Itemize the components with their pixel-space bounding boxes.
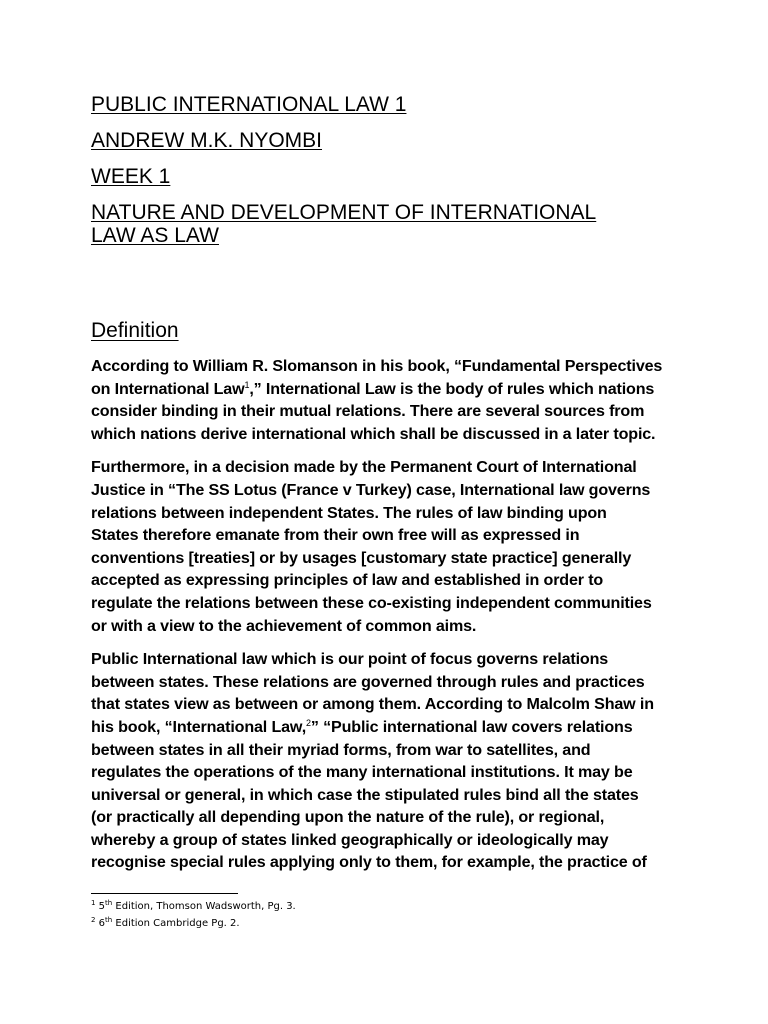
text-line: (or practically all depending upon the nature of the rule), or regional, [91, 808, 605, 827]
week-label: WEEK 1 [91, 165, 171, 188]
footnote-edition: 5 [98, 901, 106, 912]
ordinal-suffix: th [105, 916, 113, 924]
footnote-1 [91, 898, 296, 915]
course-title: PUBLIC INTERNATIONAL LAW 1 [91, 93, 407, 116]
footnote-ref-2[interactable]: 2 [306, 717, 311, 728]
text-line: universal or general, in which case the stipulated rules bind all the states [91, 785, 639, 804]
text-line: or with a view to the achievement of common aims. [91, 616, 477, 635]
paragraph-3 [91, 648, 681, 874]
section-heading-definition: Definition [91, 319, 179, 342]
text-line: conventions [treaties] or by usages [customary state practice] generally [91, 548, 632, 567]
footnote-ref-1[interactable]: 1 [244, 379, 250, 390]
text-line: Justice in “The SS Lotus (France v Turkey) case, International law governs [91, 480, 651, 499]
body-text [91, 355, 681, 885]
text-fragment: ,” International Law is the body of rules which nations [249, 379, 655, 398]
text-line: between states in all their myriad forms, from war to satellites, and [91, 740, 591, 759]
text-line: between states. These relations are governed through rules and practices [91, 672, 645, 691]
footnote-edition: 6 [98, 918, 106, 929]
text-fragment: on International Law [91, 379, 245, 398]
paragraph-1 [91, 355, 681, 445]
text-line: Public International law which is our point of focus governs relations [91, 650, 609, 669]
text-line: whereby a group of states linked geographically or ideologically may [91, 830, 609, 849]
footnote-text: Edition, Thomson Wadsworth, Pg. 3. [112, 901, 296, 912]
paragraph-2 [91, 456, 681, 637]
text-line: recognise special rules applying only to them, for example, the practice of [91, 853, 647, 872]
text-line: relations between independent States. The rules of law binding upon [91, 503, 607, 522]
footnote-text: Edition Cambridge Pg. 2. [112, 918, 240, 929]
footnote-2 [91, 915, 296, 932]
text-line: that states view as between or among them. According to Malcolm Shaw in [91, 695, 654, 714]
text-line: which nations derive international which shall be discussed in a later topic. [91, 424, 656, 443]
topic-title-line-1: NATURE AND DEVELOPMENT OF INTERNATIONAL [91, 201, 597, 224]
topic-title-line-2: LAW AS LAW [91, 224, 219, 247]
text-line: States therefore emanate from their own free will as expressed in [91, 526, 580, 545]
document-header [91, 93, 691, 260]
text-line: Furthermore, in a decision made by the Permanent Court of International [91, 458, 637, 477]
ordinal-suffix: th [105, 899, 113, 907]
footnote-number: 2 [91, 916, 96, 924]
footnote-separator [91, 893, 238, 894]
text-line: According to William R. Slomanson in his book, “Fundamental Perspectives [91, 357, 663, 375]
text-fragment: ” “Public international law covers relations [310, 717, 633, 736]
footnote-number: 1 [91, 899, 96, 907]
footnotes [91, 898, 296, 932]
author-name: ANDREW M.K. NYOMBI [91, 129, 323, 152]
text-line: regulate the relations between these co-existing independent communities [91, 593, 652, 612]
text-line [91, 378, 681, 401]
text-line [91, 716, 681, 739]
text-line: accepted as expressing principles of law and established in order to [91, 571, 604, 590]
text-line: consider binding in their mutual relations. There are several sources from [91, 402, 645, 421]
text-fragment: his book, “International Law, [91, 717, 307, 736]
text-line: regulates the operations of the many international institutions. It may be [91, 763, 633, 782]
